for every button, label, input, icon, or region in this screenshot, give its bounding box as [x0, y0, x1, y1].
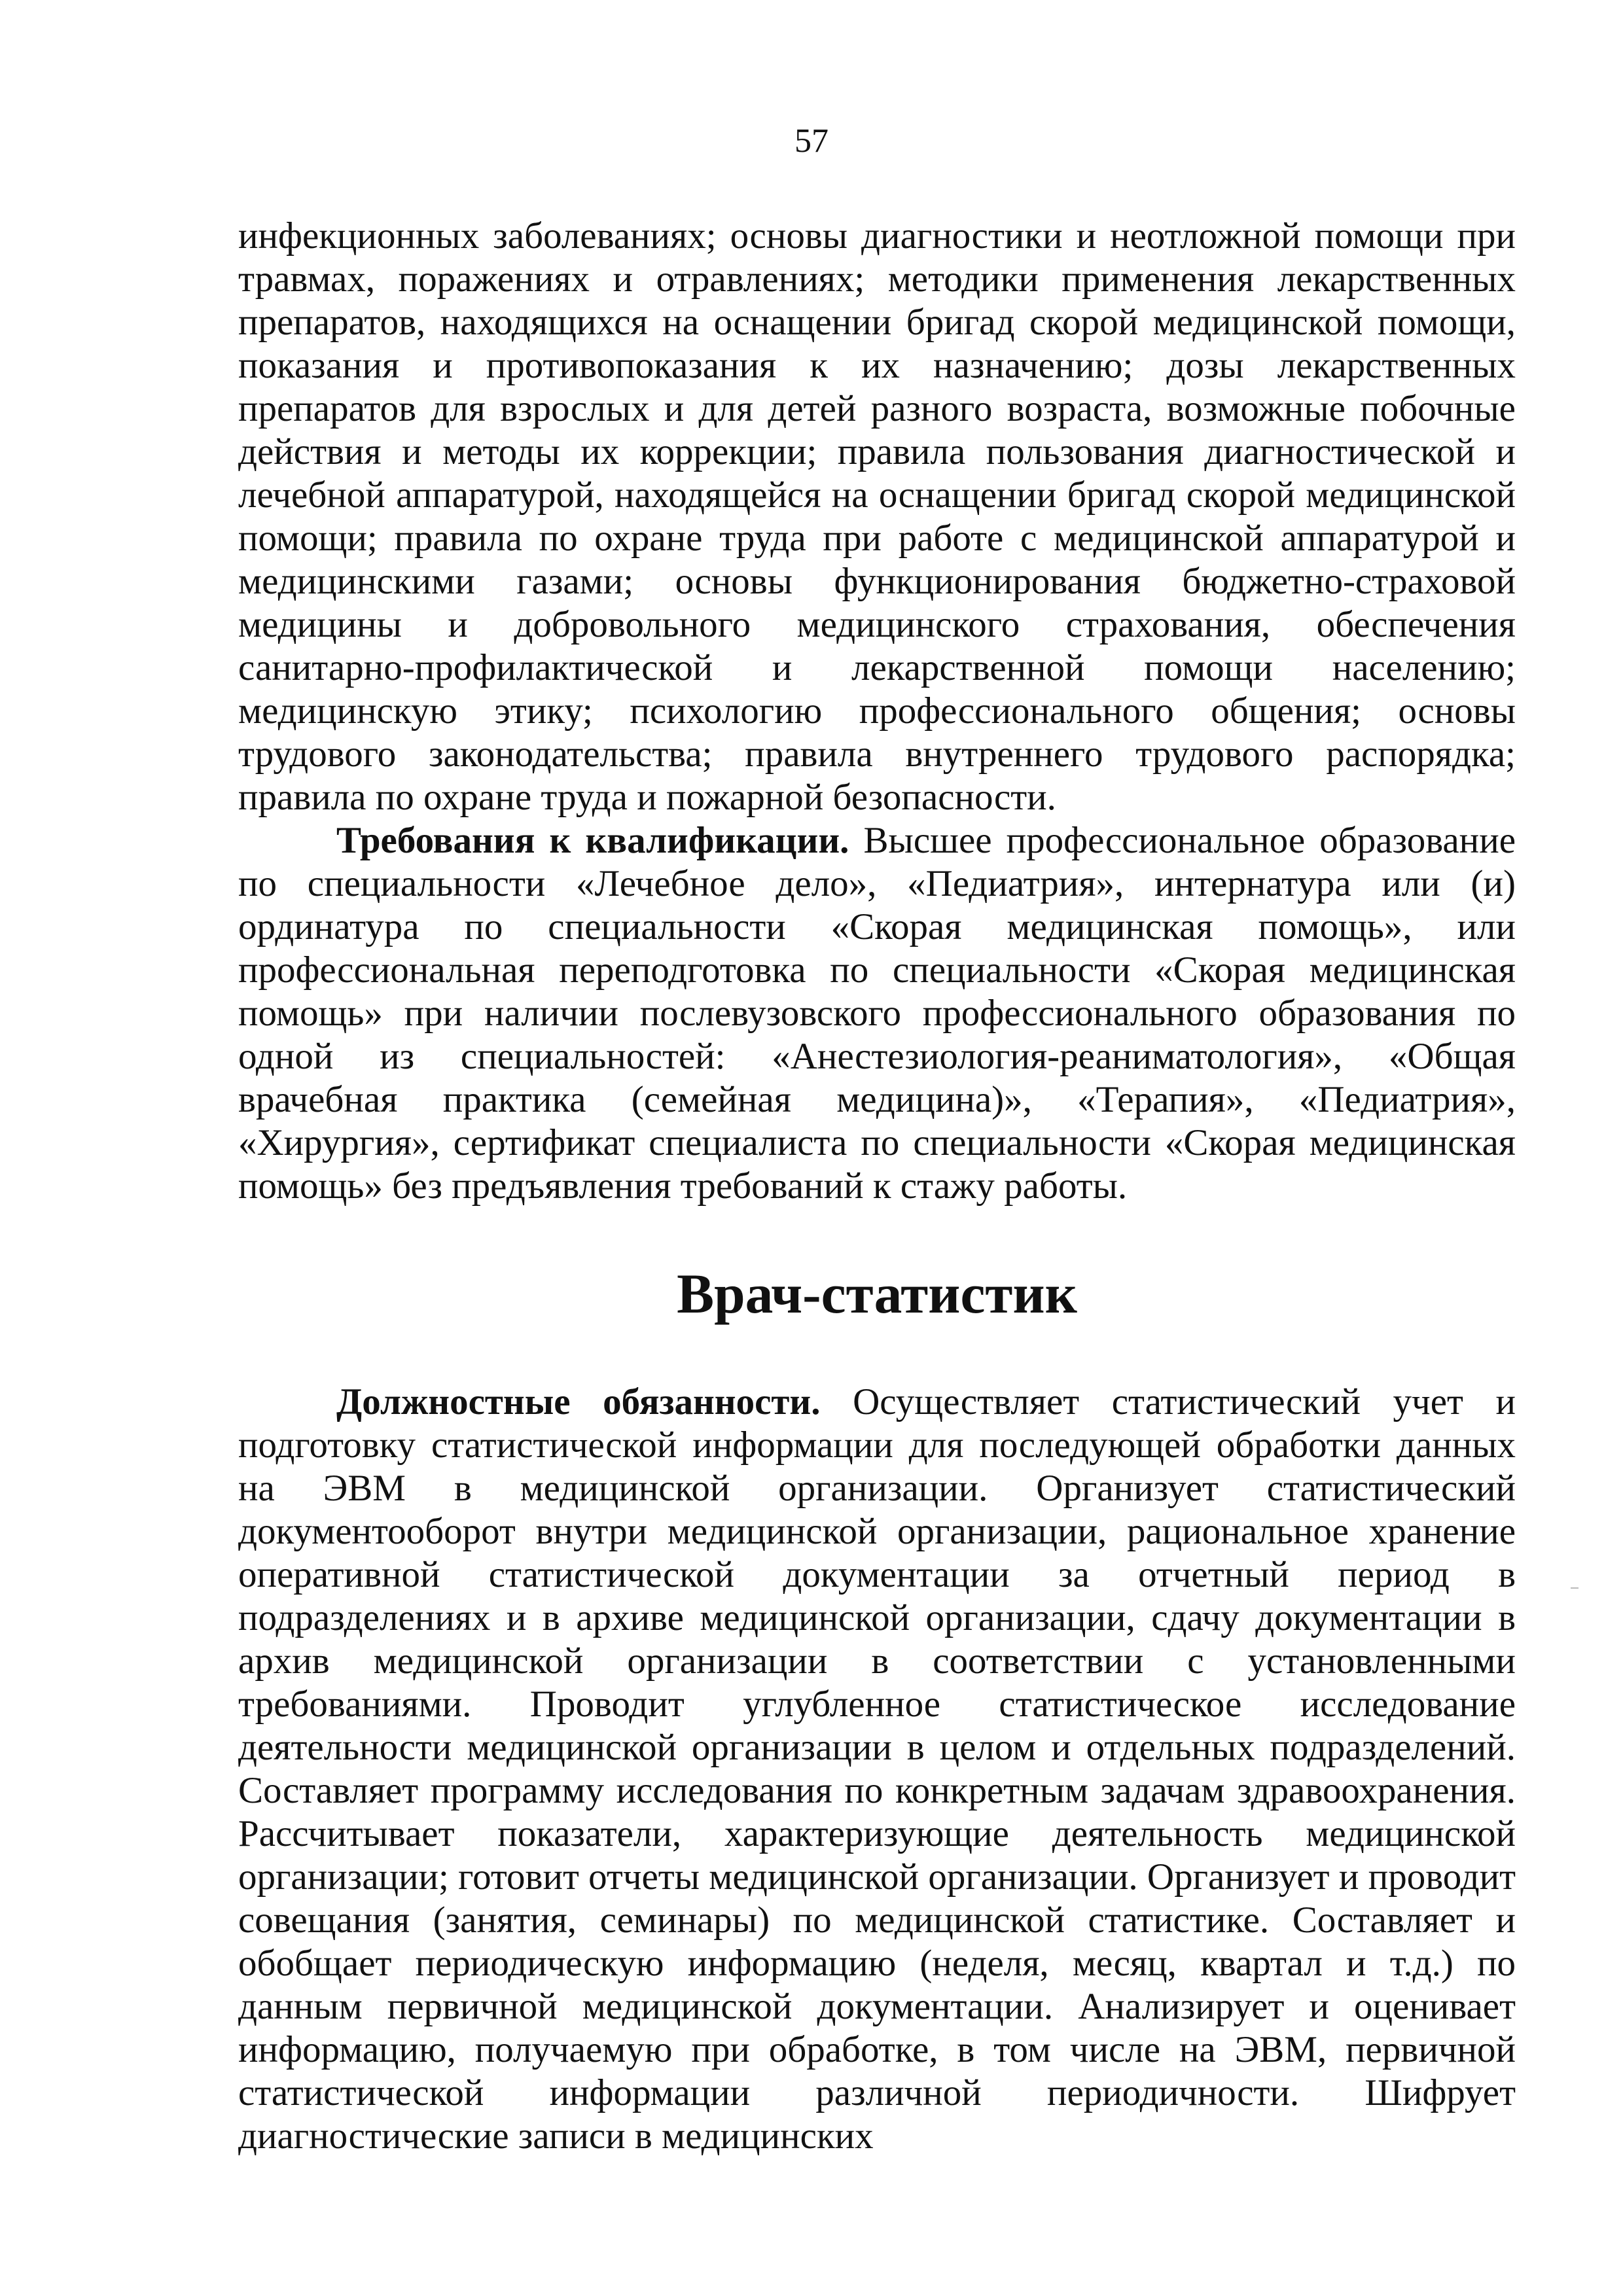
scan-artifact-mark — [1571, 1587, 1578, 1589]
document-body — [238, 215, 1516, 2158]
duties-text: Осуществляет статистический учет и подготовку статистической информации для последующей обработки данных на ЭВМ в медицинской организации. Организует статистический документооборот внутри медицинской организации, рациональное хранение оперативной статистической документации за отчетный период в подразделениях и в архиве медицинской организации, сдачу документации в архив медицинской организации в соответствии с установленными требованиями. Проводит углубленное статистическое исследование деятельности медицинской организации в целом и отдельных подразделений. Составляет программу исследования по конкретным задачам здравоохранения. Рассчитывает показатели, характеризующие деятельность медицинской организации; готовит отчеты медицинской организации. Организует и проводит совещания (занятия, семинары) по медицинской статистике. Составляет и обобщает периодическую информацию (неделя, месяц, квартал и т.д.) по данным первичной медицинской документации. Анализирует и оценивает информацию, получаемую при обработке, в том числе на ЭВМ, первичной статистической информации различной периодичности. Шифрует диагностические записи в медицинских — [238, 1381, 1516, 2157]
qualification-text: Высшее профессиональное образование по специальности «Лечебное дело», «Педиатрия», интернатура или (и) ординатура по специальности «Скорая медицинская помощь», или профессиональная переподготовка по специальности «Скорая медицинская помощь» при наличии послевузовского профессионального образования по одной из специальностей: «Анестезиология-реаниматология», «Общая врачебная практика (семейная медицина)», «Терапия», «Педиатрия», «Хирургия», сертификат специалиста по специальности «Скорая медицинская помощь» без предъявления требований к стажу работы. — [238, 820, 1516, 1207]
qualification-heading: Требования к квалификации. — [336, 820, 849, 861]
duties-heading: Должностные обязанности. — [336, 1381, 821, 1422]
paragraph-qualification — [238, 819, 1516, 1208]
section-title: Врач-статистик — [677, 1263, 1077, 1325]
page-number: 57 — [794, 122, 829, 160]
paragraph-knowledge-continued: инфекционных заболеваниях; основы диагностики и неотложной помощи при травмах, поражениях и отравлениях; методики применения лекарственных препаратов, находящихся на оснащении бригад скорой медицинской помощи, показания и противопоказания к их назначению; дозы лекарственных препаратов для взрослых и для детей разного возраста, возможные побочные действия и методы их коррекции; правила пользования диагностической и лечебной аппаратурой, находящейся на оснащении бригад скорой медицинской помощи; правила по охране труда при работе с медицинской аппаратурой и медицинскими газами; основы функционирования бюджетно-страховой медицины и добровольного медицинского страхования, обеспечения санитарно-профилактической и лекарственной помощи населению; медицинскую этику; психологию профессионального общения; основы трудового законодательства; правила внутреннего трудового распорядка; правила по охране труда и пожарной безопасности. — [238, 215, 1516, 818]
paragraph-duties — [238, 1381, 1516, 2158]
